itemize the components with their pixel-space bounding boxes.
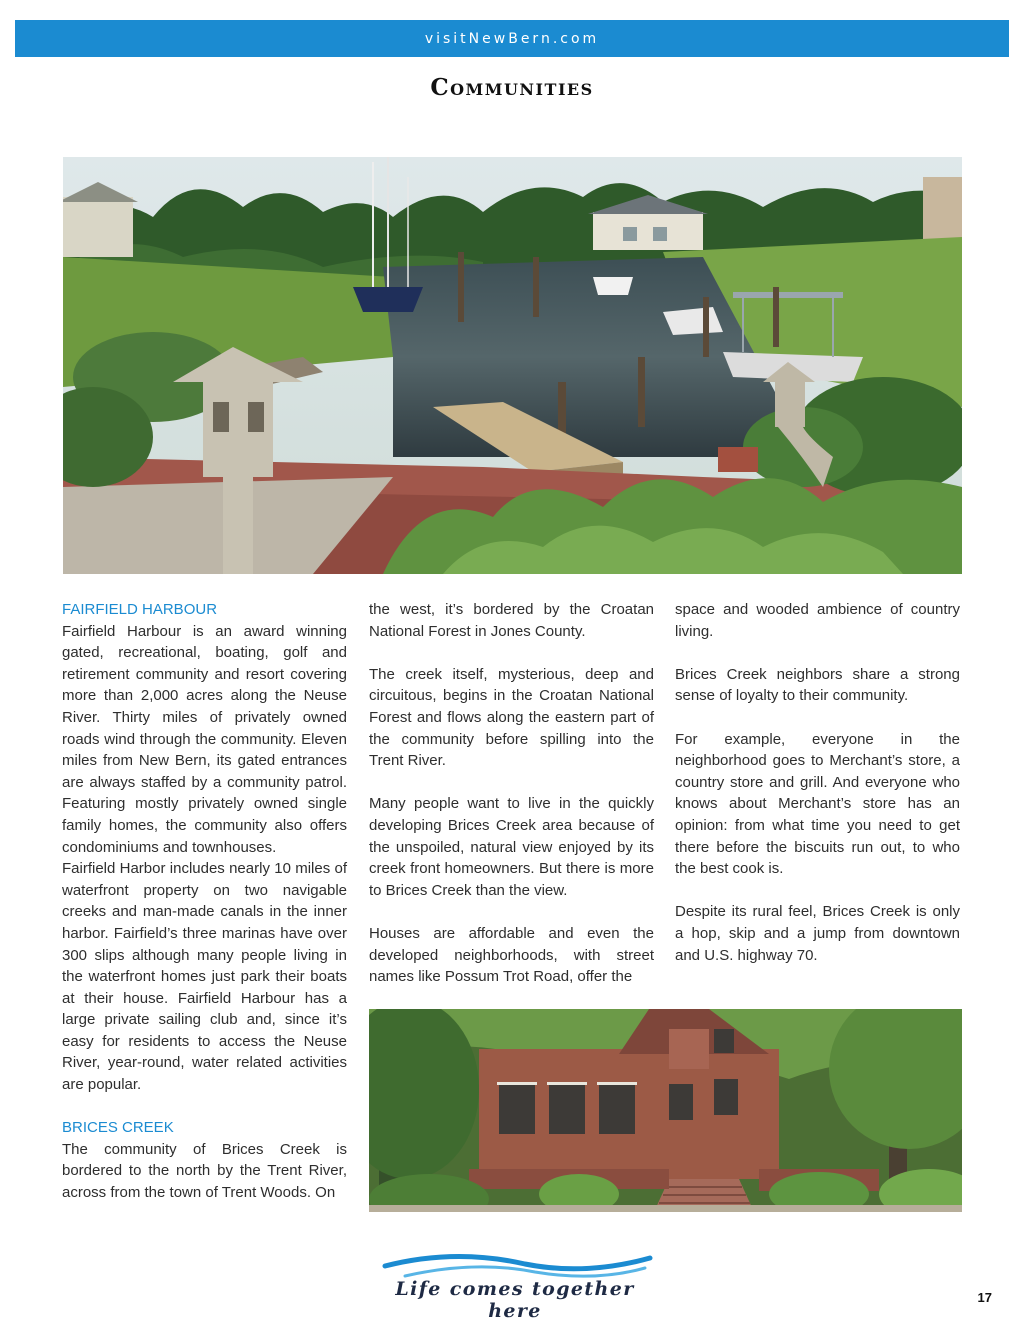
section-heading-fairfield-harbour: FAIRFIELD HARBOUR [62,601,218,618]
text-column-2 [369,599,654,988]
page-number: 17 [977,1290,992,1305]
paragraph: Fairfield Harbor includes nearly 10 miles of waterfront property on two navigable creeks and man-made canals in the inner harbor. Fairfield’s three marinas have over 300 slips although many people living in the waterfront homes just park their boats at their house. Fairfield Harbour has a large private sailing club and, since it’s easy for residents to access the Neuse River, year-round, water related activities are popular. [62,860,347,1094]
paragraph: Brices Creek neighbors share a strong sense of loyalty to their community. [675,665,960,705]
text-column-1 [62,599,347,1204]
waterfront-photo [63,157,962,574]
text-column-3 [675,599,960,966]
section-heading-brices-creek: BRICES CREEK [62,1119,174,1137]
paragraph: Despite its rural feel, Brices Creek is only a hop, skip and a jump from downtown and U.S. highway 70. [675,903,960,964]
paragraph: Many people want to live in the quickly developing Brices Creek area because of the unspoiled, natural view enjoyed by its creek front homeowners. But there is more to Brices Creek than the view. [369,795,654,899]
site-url[interactable]: visitNewBern.com [424,31,600,47]
paragraph: the west, it’s bordered by the Croatan National Forest in Jones County. [369,601,654,640]
paragraph: Houses are affordable and even the developed neighborhoods, with street names like Possum Trot Road, offer the [369,924,654,986]
brick-house-photo [369,1009,962,1212]
paragraph: For example, everyone in the neighborhood goes to Merchant’s store, a country store and grill. And everyone who knows about Merchant’s store has an opinion: from what time you need to get there before the biscuits run out, to who the best cook is. [675,730,960,878]
paragraph: The creek itself, mysterious, deep and circuitous, begins in the Croatan National Forest and flows along the eastern part of the community before spilling into the Trent River. [369,665,654,770]
tagline-logo [365,1252,665,1322]
paragraph: Fairfield Harbour is an award winning gated, recreational, boating, golf and retirement community and resort covering more than 2,000 acres along the Neuse River. Thirty miles of privately owned roads wind through the community. Eleven miles from New Bern, its gated entrances are always staffed by a community patrol. Featuring mostly privately owned single family homes, the community also offers condominiums and townhouses. [62,622,347,856]
paragraph: The community of Brices Creek is bordered to the north by the Trent River, across from the town of Trent Woods. On [62,1140,347,1202]
paragraph: space and wooded ambience of country living. [675,601,960,640]
tagline-text: Life comes together here [395,1278,635,1322]
page-title: Communities [430,74,594,101]
site-banner [15,20,1009,57]
